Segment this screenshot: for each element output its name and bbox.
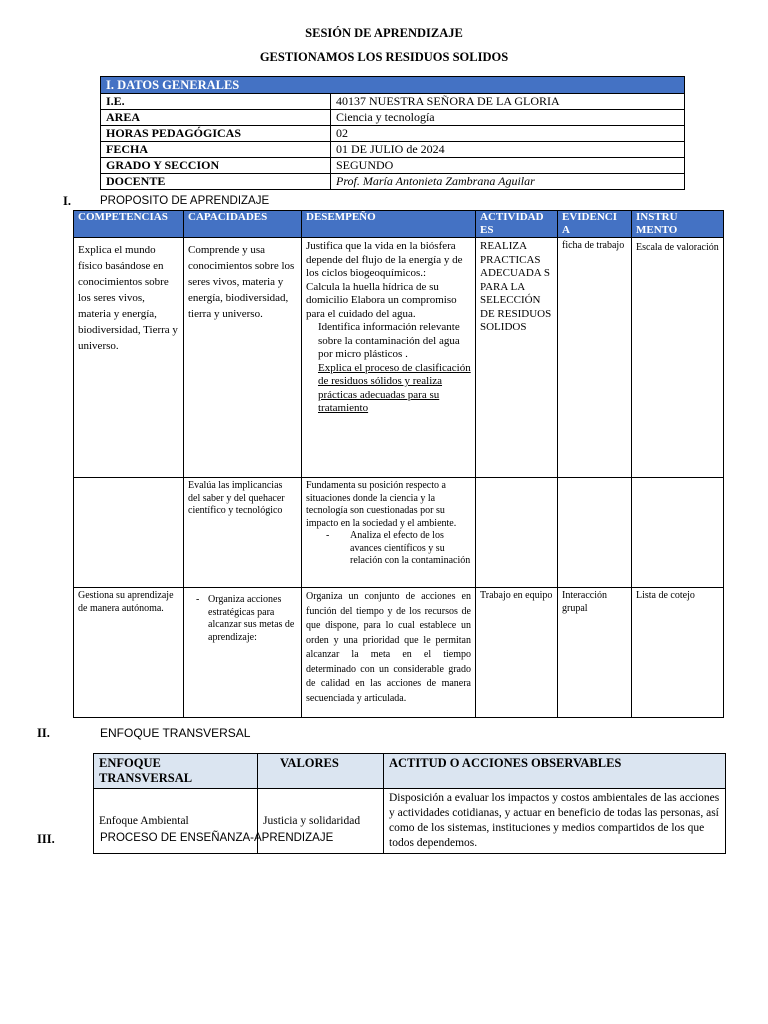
table-row	[101, 126, 685, 142]
capacidad-text: Organiza acciones estratégicas para alcanzar sus metas de aprendizaje:	[208, 594, 295, 643]
section-3-title: PROCESO DE ENSEÑANZA-APRENDIZAJE	[100, 832, 334, 844]
capacidad-cell: Evalúa las implicancias del saber y del quehacer científico y tecnológico	[184, 478, 302, 588]
row-value: Ciencia y tecnología	[331, 110, 685, 126]
table-header-row	[74, 211, 724, 238]
header-capacidades: CAPACIDADES	[184, 211, 302, 238]
table-row	[101, 158, 685, 174]
actividad-cell: REALIZA PRACTICAS ADECUADA S PARA LA SELECCIÓN DE RESIDUOS SOLIDOS	[476, 238, 558, 478]
valores-cell: Justicia y solidaridad	[258, 789, 384, 854]
competencia-cell: Gestiona su aprendizaje de manera autónoma.	[74, 588, 184, 718]
header-actitud: ACTITUD O ACCIONES OBSERVABLES	[384, 754, 726, 789]
row-value: SEGUNDO	[331, 158, 685, 174]
header-valores: VALORES	[258, 754, 384, 789]
row-label: HORAS PEDAGÓGICAS	[101, 126, 331, 142]
row-value: Prof. María Antonieta Zambrana Aguilar	[331, 174, 685, 190]
table-row	[101, 94, 685, 110]
desempeno-text: Calcula la huella hídrica de su domicilio Elabora un compromiso para el cuidado del agua.	[306, 280, 457, 320]
document-subtitle: GESTIONAMOS LOS RESIDUOS SOLIDOS	[259, 50, 509, 64]
header-actividades: ACTIVIDAD ES	[476, 211, 558, 238]
dash-icon: -	[326, 530, 330, 541]
desempeno-text: Fundamenta su posición respecto a situaciones donde la ciencia y la tecnología son cuestionadas por su impacto en la sociedad y el ambiente.	[306, 480, 457, 529]
table-row	[101, 142, 685, 158]
dash-icon: -	[196, 594, 200, 605]
row-label: FECHA	[101, 142, 331, 158]
row-label: AREA	[101, 110, 331, 126]
instrumento-cell: Lista de cotejo	[632, 588, 724, 718]
section-3-numeral: III.	[37, 832, 55, 846]
row-label: DOCENTE	[101, 174, 331, 190]
evidencia-cell: Interacción grupal	[558, 588, 632, 718]
proposito-table	[73, 210, 724, 718]
desempeno-text: Explica el proceso de clasificación de residuos sólidos y realiza prácticas adecuadas para su tratamiento	[318, 361, 471, 414]
row-value: 02	[331, 126, 685, 142]
desempeno-text: Justifica que la vida en la biósfera depende del flujo de la energía y de los ciclos biogeoquímicos.:	[306, 240, 463, 279]
instrumento-cell	[632, 478, 724, 588]
header-enfoque: ENFOQUE TRANSVERSAL	[94, 754, 258, 789]
capacidad-cell: Comprende y usa conocimientos sobre los seres vivos, materia y energía, biodiversidad, tierra y universo.	[184, 238, 302, 478]
document-title: SESIÓN DE APRENDIZAJE	[305, 26, 463, 40]
competencia-cell: Explica el mundo físico basándose en conocimientos sobre los seres vivos, materia y energía, biodiversidad, Tierra y universo.	[74, 238, 184, 478]
desempeno-cell	[302, 478, 476, 588]
section-1-title: PROPOSITO DE APRENDIZAJE	[100, 195, 270, 207]
desempeno-text: Analiza el efecto de los avances científicos y su relación con la contaminación	[350, 530, 471, 566]
instrumento-cell: Escala de valoración	[632, 238, 724, 478]
table-row	[74, 478, 724, 588]
datos-generales-table	[100, 76, 685, 190]
row-value: 01 DE JULIO de 2024	[331, 142, 685, 158]
evidencia-cell	[558, 478, 632, 588]
header-competencias: COMPETENCIAS	[74, 211, 184, 238]
table-row	[101, 110, 685, 126]
desempeno-text: Identifica información relevante sobre la contaminación del agua por micro plásticos .	[318, 321, 460, 360]
evidencia-cell: ficha de trabajo	[558, 238, 632, 478]
section-1-numeral: I.	[63, 194, 71, 208]
header-desempeno: DESEMPEÑO	[302, 211, 476, 238]
table-row	[74, 588, 724, 718]
desempeno-cell	[302, 238, 476, 478]
row-value: 40137 NUESTRA SEÑORA DE LA GLORIA	[331, 94, 685, 110]
actividad-cell: Trabajo en equipo	[476, 588, 558, 718]
header-evidencia: EVIDENCI A	[558, 211, 632, 238]
capacidad-bullet-item	[196, 594, 297, 644]
header-instrumento: INSTRU MENTO	[632, 211, 724, 238]
actitud-cell: Disposición a evaluar los impactos y costos ambientales de las acciones y actividades cotidianas, y actuar en beneficio de todas las personas, así como de los sistemas, instituciones y medios compartidos de los que todos dependemos.	[384, 789, 726, 854]
table-row	[101, 174, 685, 190]
row-label: GRADO Y SECCION	[101, 158, 331, 174]
section-2-title: ENFOQUE TRANSVERSAL	[100, 726, 251, 740]
desempeno-bullet-item	[306, 530, 471, 568]
actividad-cell	[476, 478, 558, 588]
table-row	[74, 238, 724, 478]
desempeno-cell: Organiza un conjunto de acciones en función del tiempo y de los recursos de que dispone, para lo cual establece un orden y una prioridad que le permitan alcanzar la meta en el tiempo determinado con un considerable grado de calidad en las acciones de manera secuenciada y articulada.	[302, 588, 476, 718]
table-header-row	[94, 754, 726, 789]
datos-generales-header: I. DATOS GENERALES	[101, 77, 685, 94]
enfoque-cell: Enfoque Ambiental	[94, 789, 258, 854]
competencia-cell	[74, 478, 184, 588]
row-label: I.E.	[101, 94, 331, 110]
capacidad-cell	[184, 588, 302, 718]
section-2-numeral: II.	[37, 726, 50, 740]
